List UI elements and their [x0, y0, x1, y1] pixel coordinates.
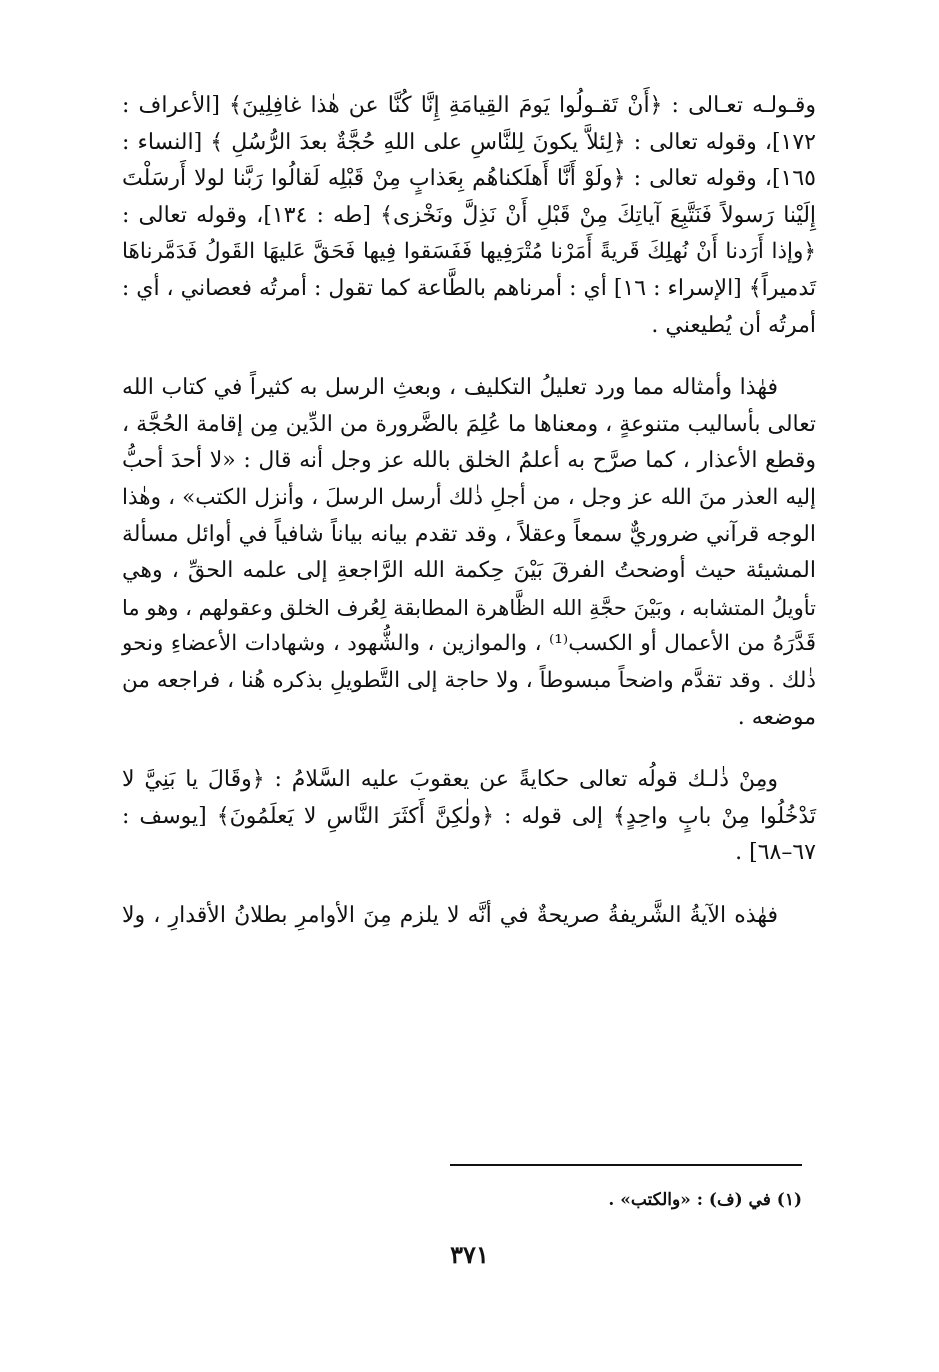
text-line: وقـولـه تعـالى : ﴿أَنْ تَقـولُوا يَومَ القِيامَةِ إِنَّا كُنَّا عن هٰذا غافِلِينَ﴾ [الأعراف : — [122, 93, 816, 118]
main-text — [122, 88, 816, 934]
footnote-separator — [450, 1164, 802, 1166]
text-line: فهٰذه الآيةُ الشَّريفةُ صريحةٌ في أنَّه لا يلزم مِنَ الأوامرِ بطلانُ الأقدارِ ، ولا — [122, 902, 778, 928]
paragraph-commentary — [122, 370, 816, 736]
text-line: ١٧٢]، وقوله تعالى : ﴿لِئلاَّ يكونَ لِلنَّاسِ على اللهِ حُجَّةٌ بعدَ الرُّسُلِ ﴾ [النساء : — [122, 129, 816, 155]
paragraph-closing — [122, 898, 816, 935]
text-line: ﴿وإذا أَرَدنا أَنْ نُهلِكَ قَريةً أَمَرْنا مُتْرَفِيها فَفَسَقوا فِيها فَحَقَّ عَليهَا القَولُ فَدَمَّرناهَا — [122, 239, 816, 265]
page-number: ٣٧١ — [450, 1240, 489, 1269]
text-line: ذٰلك . وقد تقدَّم واضحاً مبسوطاً ، ولا حاجة إلى التَّطويلِ بذكره هُنا ، فراجعه من — [122, 667, 816, 693]
text-line: إِلَيْنا رَسولاً فَنَتَّبِعَ آياتِكَ مِنْ قَبْلِ أَنْ نَذِلَّ ونَخْزى﴾ [طه : ١٣٤]، وقوله تعالى : — [122, 202, 817, 228]
paragraph-yaqub — [122, 762, 816, 872]
text-line: المشيئة حيث أوضحتُ الفرقَ بَيْنَ حِكمة الله الرَّاجعةِ إلى علمه الحقِّ ، وهي — [122, 558, 816, 584]
text-line: ١٦٥]، وقوله تعالى : ﴿ولَوْ أَنَّا أَهلَكناهُم بِعَذابٍ مِنْ قَبْلِه لَقالُوا رَبَّنا لولا أَرسَلْتَ — [122, 166, 816, 192]
paragraph-verses — [122, 88, 816, 344]
text-line: ومِنْ ذٰلـك قولُه تعالى حكايةً عن يعقوبَ عليه السَّلامُ : ﴿وقَالَ يا بَنِيَّ لا — [122, 767, 778, 793]
text-line: قَدَّرَهُ من الأعمال أو الكسب⁽¹⁾ ، والموازين ، والشُّهود ، وشهادات الأعضاءِ ونحو — [122, 631, 817, 657]
text-line: إليه العذر منَ الله عز وجل ، من أجلِ ذٰلك أرسل الرسلَ ، وأنزل الكتب» ، وهٰذا — [122, 484, 816, 510]
text-line: ٦٧–٦٨] . — [735, 840, 816, 866]
text-line: تَدْخُلُوا مِنْ بابٍ واحِدٍ﴾ إلى قوله : ﴿ولٰكِنَّ أَكثَرَ النَّاسِ لا يَعلَمُونَ﴾ [يوسف : — [122, 803, 816, 829]
footnote: (١) في (ف) : «والكتب» . — [608, 1190, 802, 1210]
text-line: تَدميراً﴾ [الإسراء : ١٦] أي : أمرناهم بالطَّاعة كما تقول : أمرتُه فعصاني ، أي : — [121, 275, 816, 301]
text-line: تعالى بأساليب متنوعةٍ ، ومعناها ما عُلِمَ بالضَّرورة من الدِّين مِن إقامة الحُجَّة ، — [122, 411, 816, 437]
text-line: أمرتُه أن يُطيعني . — [651, 312, 816, 338]
text-line: موضعه . — [737, 704, 816, 730]
text-line: الوجه قرآني ضروريٌّ سمعاً وعقلاً ، وقد تقدم بيانه بياناً شافياً في أوائل مسألة — [122, 521, 817, 547]
text-line: تأويلُ المتشابه ، وبَيْنَ حجَّةِ الله الظَّاهرة المطابقة لِعُرف الخلق وعقولهم ، وهو ما — [122, 595, 816, 620]
text-line: فهٰذا وأمثاله مما ورد تعليلُ التكليف ، وبعثِ الرسل به كثيراً في كتاب الله — [122, 375, 778, 401]
text-line: وقطع الأعذار ، كما صرَّح به أعلمُ الخلق بالله عز وجل أنه قال : «لا أحدَ أحبُّ — [122, 448, 816, 474]
